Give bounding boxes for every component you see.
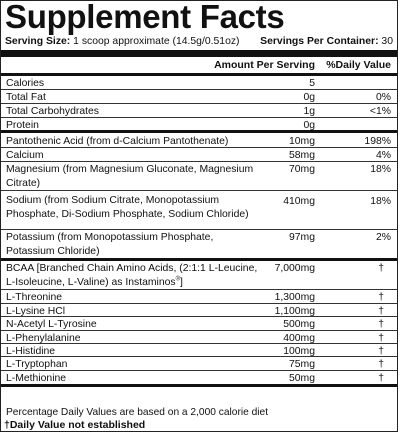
dagger-footnote: †Daily Value not established — [4, 419, 146, 431]
nutrient-amount: 75mg — [289, 359, 315, 370]
dagger-mark: † — [378, 319, 384, 330]
panel-title: Supplement Facts — [5, 0, 285, 35]
amount-per-serving-header: Amount Per Serving — [214, 59, 315, 71]
nutrient-name: Magnesium (from Magnesium Gluconate, Magnesium Citrate) — [6, 164, 254, 189]
dagger-mark: † — [378, 263, 384, 274]
nutrient-amount: 70mg — [289, 164, 315, 175]
table-row — [1, 191, 397, 230]
nutrient-name: Total Fat — [6, 92, 46, 103]
nutrient-name: Calcium — [6, 150, 44, 161]
thick-divider — [1, 50, 397, 57]
nutrient-amount: 410mg — [283, 196, 315, 207]
nutrient-dv: 2% — [375, 232, 391, 243]
nutrient-name: L-Methionine — [6, 373, 67, 384]
nutrient-name: Total Carbohydrates — [6, 106, 99, 117]
table-row — [1, 317, 397, 331]
nutrient-amount: 97mg — [289, 232, 315, 243]
nutrient-name: Protein — [6, 120, 39, 131]
nutrient-amount: 1,300mg — [274, 292, 315, 303]
nutrient-name: L-Tryptophan — [6, 359, 68, 370]
nutrient-amount: 0g — [303, 92, 315, 103]
nutrient-amount: 0g — [303, 120, 315, 131]
serving-info — [5, 36, 393, 48]
nutrient-amount: 5 — [309, 78, 315, 89]
nutrient-dv: 4% — [375, 150, 391, 161]
dagger-mark: † — [378, 306, 384, 317]
nutrient-name: L-Histidine — [6, 346, 56, 357]
nutrient-name: Sodium (from Sodium Citrate, Monopotassium Phosphate, Di-Sodium Phosphate, Sodium Chloride) — [6, 195, 249, 220]
table-row — [1, 344, 397, 357]
nutrient-amount: 100mg — [283, 346, 315, 357]
nutrient-name: L-Phenylalanine — [6, 333, 81, 344]
table-row — [1, 162, 397, 191]
nutrient-amount: 500mg — [283, 319, 315, 330]
nutrient-dv: <1% — [369, 106, 391, 117]
servings-per-container-value: 30 — [378, 36, 393, 47]
table-row — [1, 304, 397, 317]
daily-value-footnote: Percentage Daily Values are based on a 2,000 calorie diet — [6, 407, 269, 418]
registered-mark: ® — [175, 276, 181, 283]
table-row — [1, 357, 397, 371]
nutrient-amount: 1,100mg — [274, 306, 315, 317]
nutrient-name: Pantothenic Acid (from d-Calcium Pantothenate) — [6, 136, 229, 147]
nutrient-name: Potassium (from Monopotassium Phosphate, Potassium Chloride) — [6, 232, 214, 257]
table-row — [1, 76, 397, 90]
nutrient-dv: 0% — [375, 92, 391, 103]
dagger-mark: † — [378, 346, 384, 357]
table-row — [1, 148, 397, 162]
nutrient-name: L-Lysine HCl — [6, 306, 66, 317]
column-header — [1, 58, 397, 73]
table-row — [1, 230, 397, 261]
nutrient-dv: 18% — [370, 196, 391, 207]
table-row — [1, 104, 397, 118]
table-row — [1, 290, 397, 304]
servings-per-container-label: Servings Per Container: — [260, 36, 379, 47]
dagger-mark: † — [378, 373, 384, 384]
table-row — [1, 371, 397, 387]
nutrient-amount: 7,000mg — [274, 263, 315, 274]
table-row — [1, 118, 397, 133]
nutrient-name-end: ] — [180, 277, 183, 288]
serving-size-value: 1 scoop approximate (14.5g/0.51oz) — [70, 36, 240, 47]
nutrient-name-text: BCAA [Branched Chain Amino Acids, (2:1:1 L-Leucine, L-Isoleucine, L-Valine) as Instaminos — [6, 263, 258, 288]
nutrient-name: N-Acetyl L-Tyrosine — [6, 319, 97, 330]
table-row — [1, 134, 397, 148]
nutrient-dv: 198% — [364, 136, 391, 147]
nutrient-amount: 1g — [303, 106, 315, 117]
serving-size-label: Serving Size: — [5, 36, 71, 47]
dagger-mark: † — [378, 292, 384, 303]
nutrient-amount: 58mg — [289, 150, 315, 161]
nutrient-amount: 10mg — [289, 136, 315, 147]
nutrient-amount: 400mg — [283, 333, 315, 344]
table-row — [1, 331, 397, 344]
table-row — [1, 90, 397, 104]
nutrient-amount: 50mg — [289, 373, 315, 384]
nutrient-dv: 18% — [370, 164, 391, 175]
nutrient-name: L-Threonine — [6, 292, 63, 303]
servings-per-container — [260, 36, 393, 48]
dagger-mark: † — [378, 359, 384, 370]
dagger-mark: † — [378, 333, 384, 344]
table-row — [1, 262, 397, 290]
nutrient-name — [6, 262, 261, 290]
nutrient-name: Calories — [6, 78, 45, 89]
daily-value-header: %Daily Value — [326, 59, 391, 71]
